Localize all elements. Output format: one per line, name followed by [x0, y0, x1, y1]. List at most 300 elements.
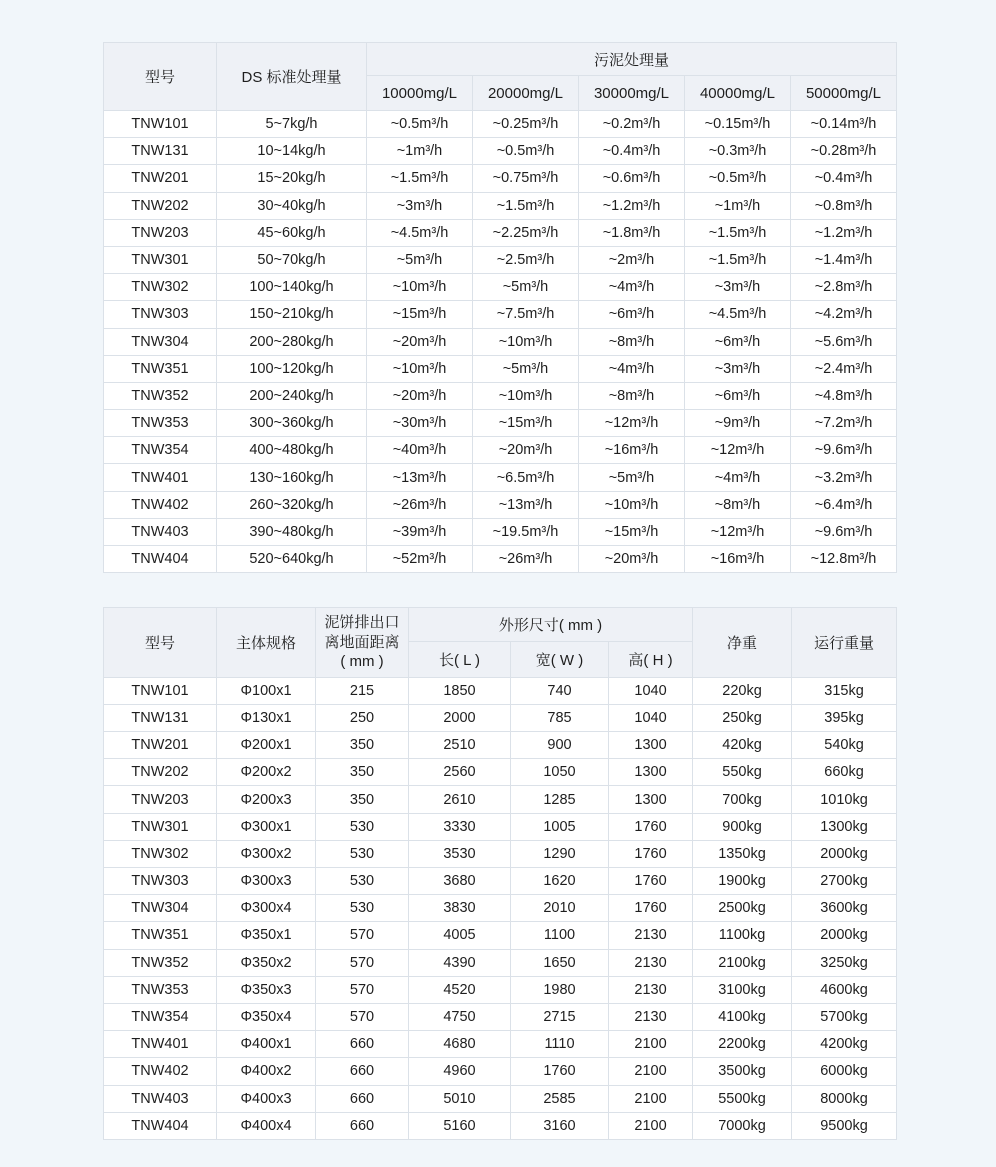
table-row — [104, 813, 897, 840]
table-row — [104, 759, 897, 786]
table-cell: 1290 — [511, 840, 609, 867]
table-cell: 3160 — [511, 1112, 609, 1139]
table-cell: ~0.15m³/h — [685, 111, 791, 138]
table-cell: 1350kg — [693, 840, 792, 867]
table-cell: ~15m³/h — [367, 301, 473, 328]
table-cell: 2560 — [409, 759, 511, 786]
table-cell: 2000 — [409, 704, 511, 731]
table-cell: TNW304 — [104, 328, 217, 355]
table-cell: 785 — [511, 704, 609, 731]
table-cell: TNW404 — [104, 546, 217, 573]
table-cell: 540kg — [792, 732, 897, 759]
col-header-dims-group: 外形尺寸( mm ) — [409, 608, 693, 642]
table-cell: 660 — [316, 1112, 409, 1139]
table-row — [104, 1003, 897, 1030]
table-row — [104, 192, 897, 219]
table-cell: ~0.75m³/h — [473, 165, 579, 192]
table-cell: ~0.14m³/h — [791, 111, 897, 138]
table-cell: ~7.2m³/h — [791, 410, 897, 437]
table-row — [104, 328, 897, 355]
table-cell: TNW202 — [104, 192, 217, 219]
table-cell: TNW354 — [104, 1003, 217, 1030]
table-cell: Φ400x1 — [217, 1031, 316, 1058]
table-cell: 4960 — [409, 1058, 511, 1085]
table-cell: 2200kg — [693, 1031, 792, 1058]
table-cell: 1760 — [609, 868, 693, 895]
table-cell: TNW304 — [104, 895, 217, 922]
table-cell: ~3m³/h — [367, 192, 473, 219]
table-row — [104, 949, 897, 976]
col-header-body-spec: 主体规格 — [217, 608, 316, 678]
col-header-net-weight: 净重 — [693, 608, 792, 678]
table-cell: ~4m³/h — [579, 274, 685, 301]
table-cell: 550kg — [693, 759, 792, 786]
table-cell: Φ400x4 — [217, 1112, 316, 1139]
table-cell: ~4.8m³/h — [791, 382, 897, 409]
table-cell: ~10m³/h — [579, 491, 685, 518]
table-cell: 315kg — [792, 677, 897, 704]
table-cell: ~6.5m³/h — [473, 464, 579, 491]
table-cell: 1850 — [409, 677, 511, 704]
table-cell: 2100kg — [693, 949, 792, 976]
table-cell: TNW101 — [104, 111, 217, 138]
table-cell: 4390 — [409, 949, 511, 976]
table-cell: ~13m³/h — [367, 464, 473, 491]
table-cell: 50~70kg/h — [217, 246, 367, 273]
table-cell: ~0.6m³/h — [579, 165, 685, 192]
table-cell: 9500kg — [792, 1112, 897, 1139]
table-cell: TNW401 — [104, 1031, 217, 1058]
table-cell: 2130 — [609, 976, 693, 1003]
table-cell: 4200kg — [792, 1031, 897, 1058]
table-cell: 390~480kg/h — [217, 518, 367, 545]
table-cell: 570 — [316, 1003, 409, 1030]
table-cell: TNW131 — [104, 138, 217, 165]
table-cell: ~4.5m³/h — [367, 219, 473, 246]
table-row — [104, 437, 897, 464]
table-cell: ~10m³/h — [367, 274, 473, 301]
table-cell: 2100 — [609, 1112, 693, 1139]
table-cell: Φ350x1 — [217, 922, 316, 949]
table-cell: 3600kg — [792, 895, 897, 922]
table-cell: 1100 — [511, 922, 609, 949]
table-cell: 200~280kg/h — [217, 328, 367, 355]
table-row — [104, 1085, 897, 1112]
table-cell: ~4m³/h — [579, 355, 685, 382]
table-cell: 1760 — [609, 813, 693, 840]
table-cell: TNW352 — [104, 382, 217, 409]
table-cell: ~6m³/h — [685, 382, 791, 409]
table-cell: 1040 — [609, 704, 693, 731]
table-cell: 4680 — [409, 1031, 511, 1058]
table-cell: ~0.25m³/h — [473, 111, 579, 138]
table-cell: 4520 — [409, 976, 511, 1003]
table-cell: TNW403 — [104, 518, 217, 545]
table-cell: 10~14kg/h — [217, 138, 367, 165]
table-cell: 200~240kg/h — [217, 382, 367, 409]
table-row — [104, 219, 897, 246]
col-header-40000mgl: 40000mg/L — [685, 76, 791, 111]
table-cell: Φ400x3 — [217, 1085, 316, 1112]
table-row — [104, 1058, 897, 1085]
table-cell: ~2m³/h — [579, 246, 685, 273]
table-cell: Φ300x4 — [217, 895, 316, 922]
col-header-10000mgl: 10000mg/L — [367, 76, 473, 111]
table-row — [104, 355, 897, 382]
table-cell: 1760 — [609, 840, 693, 867]
table-cell: 2130 — [609, 1003, 693, 1030]
table-spacer — [103, 573, 996, 607]
table-cell: ~20m³/h — [367, 382, 473, 409]
table-cell: TNW302 — [104, 840, 217, 867]
table-cell: 2010 — [511, 895, 609, 922]
col-header-model: 型号 — [104, 43, 217, 111]
table-cell: 570 — [316, 922, 409, 949]
table-cell: ~0.3m³/h — [685, 138, 791, 165]
table-cell: ~52m³/h — [367, 546, 473, 573]
table-cell: 1650 — [511, 949, 609, 976]
col-header-width: 宽( W ) — [511, 641, 609, 677]
table-cell: ~2.4m³/h — [791, 355, 897, 382]
table-cell: 2100 — [609, 1058, 693, 1085]
table-cell: 660 — [316, 1031, 409, 1058]
table-cell: 4005 — [409, 922, 511, 949]
table-cell: ~12m³/h — [685, 437, 791, 464]
table-cell: 4100kg — [693, 1003, 792, 1030]
table-cell: 1980 — [511, 976, 609, 1003]
table-cell: ~5m³/h — [473, 274, 579, 301]
table-cell: ~12m³/h — [685, 518, 791, 545]
table-row — [104, 111, 897, 138]
table-cell: Φ200x2 — [217, 759, 316, 786]
table-cell: ~30m³/h — [367, 410, 473, 437]
table-row — [104, 922, 897, 949]
table-cell: ~13m³/h — [473, 491, 579, 518]
table-row — [104, 677, 897, 704]
table-cell: ~6m³/h — [685, 328, 791, 355]
table-cell: Φ350x2 — [217, 949, 316, 976]
table-cell: TNW402 — [104, 491, 217, 518]
table-cell: ~0.5m³/h — [473, 138, 579, 165]
table-cell: ~9.6m³/h — [791, 518, 897, 545]
table-cell: ~2.8m³/h — [791, 274, 897, 301]
table-cell: TNW353 — [104, 976, 217, 1003]
table-cell: ~1.2m³/h — [791, 219, 897, 246]
table-cell: ~5m³/h — [473, 355, 579, 382]
table-cell: ~9m³/h — [685, 410, 791, 437]
table-cell: 2610 — [409, 786, 511, 813]
table-cell: ~1.5m³/h — [367, 165, 473, 192]
table-cell: 420kg — [693, 732, 792, 759]
table-cell: 660kg — [792, 759, 897, 786]
table-cell: TNW301 — [104, 813, 217, 840]
table-cell: ~1.2m³/h — [579, 192, 685, 219]
table-cell: TNW303 — [104, 868, 217, 895]
table-row — [104, 704, 897, 731]
table-cell: 1050 — [511, 759, 609, 786]
table-cell: Φ300x2 — [217, 840, 316, 867]
table-cell: Φ200x1 — [217, 732, 316, 759]
outlet-header-line2: 离地面距离 — [324, 633, 400, 651]
col-header-50000mgl: 50000mg/L — [791, 76, 897, 111]
table-cell: 900kg — [693, 813, 792, 840]
table-cell: TNW402 — [104, 1058, 217, 1085]
table-row — [104, 518, 897, 545]
table-cell: 900 — [511, 732, 609, 759]
capacity-table — [103, 42, 897, 573]
table-cell: 130~160kg/h — [217, 464, 367, 491]
table-cell: ~3m³/h — [685, 355, 791, 382]
table-cell: TNW101 — [104, 677, 217, 704]
table-cell: ~1.5m³/h — [685, 246, 791, 273]
col-header-length: 长( L ) — [409, 641, 511, 677]
table-cell: 1285 — [511, 786, 609, 813]
table-cell: 100~120kg/h — [217, 355, 367, 382]
table-cell: TNW401 — [104, 464, 217, 491]
table-cell: ~4.2m³/h — [791, 301, 897, 328]
table-cell: 350 — [316, 759, 409, 786]
table-cell: Φ350x3 — [217, 976, 316, 1003]
table-cell: ~8m³/h — [579, 328, 685, 355]
table-row — [104, 491, 897, 518]
table-cell: ~4.5m³/h — [685, 301, 791, 328]
table-cell: 2000kg — [792, 922, 897, 949]
table-cell: Φ130x1 — [217, 704, 316, 731]
table-row — [104, 868, 897, 895]
table-cell: 1100kg — [693, 922, 792, 949]
table-cell: 350 — [316, 786, 409, 813]
table-cell: 660 — [316, 1058, 409, 1085]
table-cell: Φ100x1 — [217, 677, 316, 704]
table-row — [104, 732, 897, 759]
col-header-outlet-height — [316, 608, 409, 678]
table-cell: ~10m³/h — [473, 382, 579, 409]
table-cell: ~5m³/h — [579, 464, 685, 491]
table-cell: 4750 — [409, 1003, 511, 1030]
table-cell: TNW351 — [104, 922, 217, 949]
table-row — [104, 165, 897, 192]
col-header-ds-capacity: DS 标准处理量 — [217, 43, 367, 111]
table-cell: TNW131 — [104, 704, 217, 731]
table-cell: 45~60kg/h — [217, 219, 367, 246]
table-cell: ~2.25m³/h — [473, 219, 579, 246]
table-cell: 530 — [316, 813, 409, 840]
table-cell: Φ350x4 — [217, 1003, 316, 1030]
table-cell: TNW404 — [104, 1112, 217, 1139]
table-cell: 350 — [316, 732, 409, 759]
table-cell: Φ400x2 — [217, 1058, 316, 1085]
table-cell: 30~40kg/h — [217, 192, 367, 219]
table-cell: ~5m³/h — [367, 246, 473, 273]
table-row — [104, 546, 897, 573]
table-cell: 220kg — [693, 677, 792, 704]
table-cell: 3250kg — [792, 949, 897, 976]
table-row — [104, 895, 897, 922]
table-cell: ~6m³/h — [579, 301, 685, 328]
table-cell: 5700kg — [792, 1003, 897, 1030]
table-cell: 1110 — [511, 1031, 609, 1058]
table-cell: ~1.4m³/h — [791, 246, 897, 273]
table-cell: ~0.8m³/h — [791, 192, 897, 219]
table-cell: ~16m³/h — [685, 546, 791, 573]
table-cell: ~1m³/h — [367, 138, 473, 165]
table-cell: TNW201 — [104, 732, 217, 759]
table-cell: ~6.4m³/h — [791, 491, 897, 518]
table-cell: 3830 — [409, 895, 511, 922]
table-cell: ~0.5m³/h — [685, 165, 791, 192]
table-cell: 1900kg — [693, 868, 792, 895]
table-cell: ~40m³/h — [367, 437, 473, 464]
table-cell: ~9.6m³/h — [791, 437, 897, 464]
table-cell: ~0.5m³/h — [367, 111, 473, 138]
table-cell: ~1.5m³/h — [473, 192, 579, 219]
table-cell: 5010 — [409, 1085, 511, 1112]
table-row — [104, 246, 897, 273]
table-cell: TNW301 — [104, 246, 217, 273]
table-cell: ~4m³/h — [685, 464, 791, 491]
table-cell: 1040 — [609, 677, 693, 704]
table-cell: 3680 — [409, 868, 511, 895]
table-row — [104, 138, 897, 165]
dimension-table — [103, 607, 897, 1140]
table-cell: ~20m³/h — [579, 546, 685, 573]
table-cell: 395kg — [792, 704, 897, 731]
table-row — [104, 840, 897, 867]
col-header-model: 型号 — [104, 608, 217, 678]
table-cell: Φ300x3 — [217, 868, 316, 895]
table-cell: 260~320kg/h — [217, 491, 367, 518]
table-cell: 100~140kg/h — [217, 274, 367, 301]
table-cell: TNW201 — [104, 165, 217, 192]
table-cell: ~15m³/h — [579, 518, 685, 545]
table-cell: 530 — [316, 840, 409, 867]
table-cell: ~0.2m³/h — [579, 111, 685, 138]
table-cell: TNW203 — [104, 786, 217, 813]
table-cell: ~16m³/h — [579, 437, 685, 464]
table-cell: 700kg — [693, 786, 792, 813]
table-cell: TNW302 — [104, 274, 217, 301]
table-cell: ~8m³/h — [685, 491, 791, 518]
table-cell: ~10m³/h — [473, 328, 579, 355]
table-row — [104, 410, 897, 437]
table-cell: 15~20kg/h — [217, 165, 367, 192]
table-row — [104, 274, 897, 301]
outlet-header-line1: 泥饼排出口 — [324, 614, 400, 632]
table-cell: 3100kg — [693, 976, 792, 1003]
table-cell: 3500kg — [693, 1058, 792, 1085]
table-cell: 530 — [316, 895, 409, 922]
table-cell: 150~210kg/h — [217, 301, 367, 328]
table-cell: ~3m³/h — [685, 274, 791, 301]
col-header-30000mgl: 30000mg/L — [579, 76, 685, 111]
table-cell: 2500kg — [693, 895, 792, 922]
col-header-sludge-group: 污泥处理量 — [367, 43, 897, 76]
table-cell: 300~360kg/h — [217, 410, 367, 437]
table-cell: 1620 — [511, 868, 609, 895]
table-cell: ~1.5m³/h — [685, 219, 791, 246]
table-cell: 520~640kg/h — [217, 546, 367, 573]
table-row — [104, 786, 897, 813]
table-cell: ~8m³/h — [579, 382, 685, 409]
table-cell: ~26m³/h — [473, 546, 579, 573]
table-cell: 1300 — [609, 786, 693, 813]
table-cell: 2000kg — [792, 840, 897, 867]
table-cell: 2585 — [511, 1085, 609, 1112]
table-cell: 215 — [316, 677, 409, 704]
outlet-header-line3: ( mm ) — [340, 653, 384, 671]
table-cell: 2130 — [609, 949, 693, 976]
table-cell: 3330 — [409, 813, 511, 840]
table-cell: 1300 — [609, 732, 693, 759]
table-cell: 5~7kg/h — [217, 111, 367, 138]
table-cell: 1760 — [511, 1058, 609, 1085]
table-cell: 2510 — [409, 732, 511, 759]
table-cell: 8000kg — [792, 1085, 897, 1112]
table-cell: Φ200x3 — [217, 786, 316, 813]
table-cell: 1005 — [511, 813, 609, 840]
table-cell: TNW303 — [104, 301, 217, 328]
table-cell: 2130 — [609, 922, 693, 949]
table-cell: TNW353 — [104, 410, 217, 437]
col-header-height: 高( H ) — [609, 641, 693, 677]
table-cell: 1300kg — [792, 813, 897, 840]
table-row — [104, 464, 897, 491]
table-cell: 660 — [316, 1085, 409, 1112]
table-cell: ~3.2m³/h — [791, 464, 897, 491]
table-cell: 3530 — [409, 840, 511, 867]
table-cell: TNW403 — [104, 1085, 217, 1112]
table-cell: 400~480kg/h — [217, 437, 367, 464]
table-cell: TNW352 — [104, 949, 217, 976]
table-cell: 250 — [316, 704, 409, 731]
table-cell: ~0.28m³/h — [791, 138, 897, 165]
table-cell: Φ300x1 — [217, 813, 316, 840]
table-cell: ~39m³/h — [367, 518, 473, 545]
table-cell: ~26m³/h — [367, 491, 473, 518]
table-cell: 250kg — [693, 704, 792, 731]
table-cell: ~7.5m³/h — [473, 301, 579, 328]
table-cell: 1300 — [609, 759, 693, 786]
table-cell: ~19.5m³/h — [473, 518, 579, 545]
table-cell: 1010kg — [792, 786, 897, 813]
col-header-20000mgl: 20000mg/L — [473, 76, 579, 111]
table-cell: 5160 — [409, 1112, 511, 1139]
table-cell: 1760 — [609, 895, 693, 922]
table-cell: ~20m³/h — [367, 328, 473, 355]
table-cell: ~0.4m³/h — [579, 138, 685, 165]
table-cell: TNW202 — [104, 759, 217, 786]
table-row — [104, 976, 897, 1003]
table-cell: 6000kg — [792, 1058, 897, 1085]
table-cell: TNW354 — [104, 437, 217, 464]
table-cell: TNW351 — [104, 355, 217, 382]
table-cell: ~15m³/h — [473, 410, 579, 437]
table-cell: 740 — [511, 677, 609, 704]
table-row — [104, 382, 897, 409]
table-row — [104, 301, 897, 328]
table-cell: 5500kg — [693, 1085, 792, 1112]
table-cell: ~2.5m³/h — [473, 246, 579, 273]
table-cell: ~12m³/h — [579, 410, 685, 437]
table-cell: ~0.4m³/h — [791, 165, 897, 192]
table-row — [104, 1112, 897, 1139]
table-cell: 2100 — [609, 1031, 693, 1058]
table-cell: ~5.6m³/h — [791, 328, 897, 355]
table-row — [104, 1031, 897, 1058]
table-cell: ~12.8m³/h — [791, 546, 897, 573]
col-header-running-weight: 运行重量 — [792, 608, 897, 678]
table-cell: 4600kg — [792, 976, 897, 1003]
